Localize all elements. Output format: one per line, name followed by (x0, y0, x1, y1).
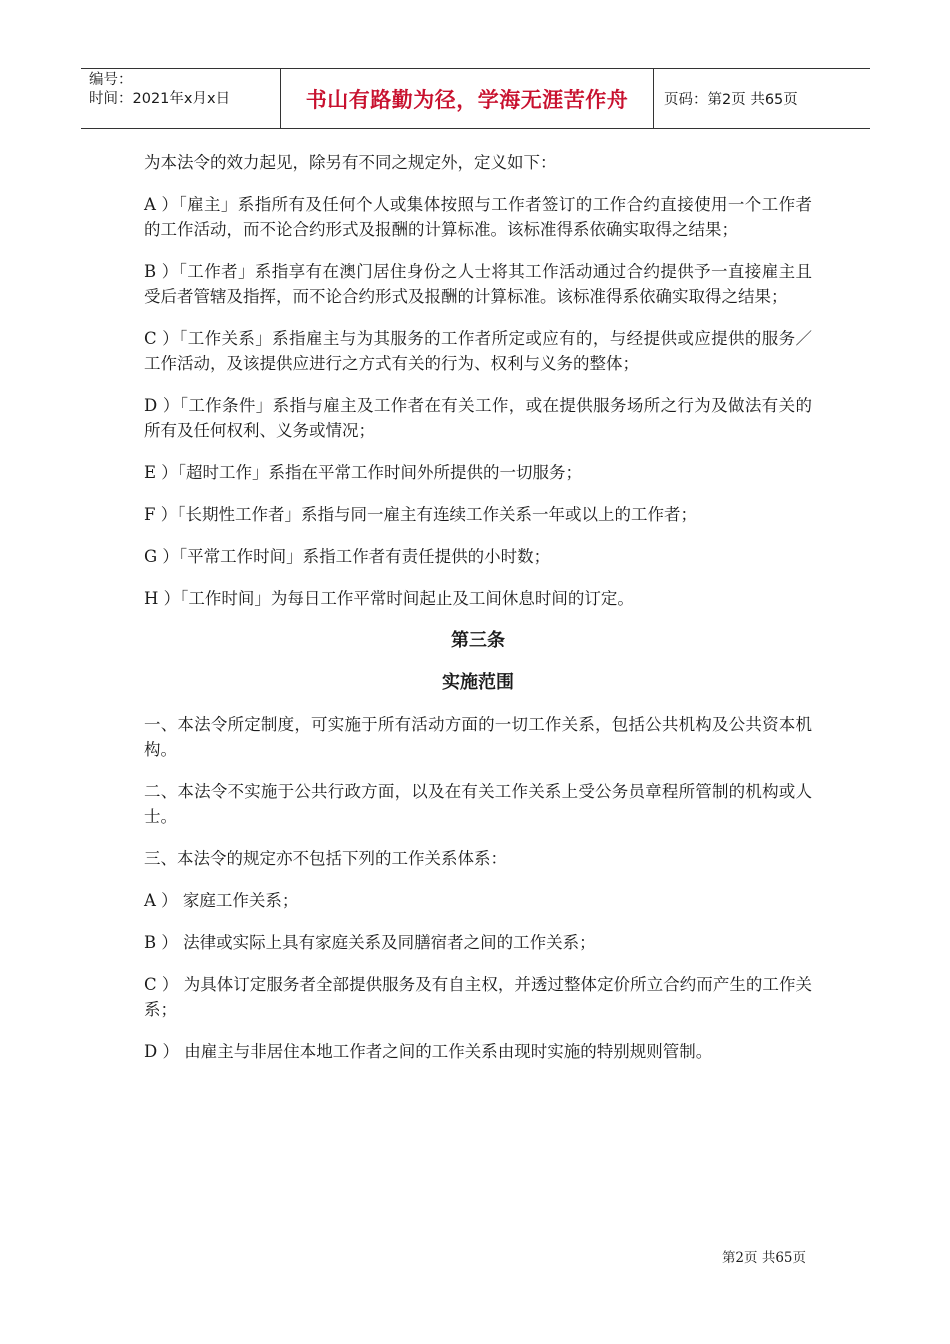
clause-1: 一、本法令所定制度，可实施于所有活动方面的一切工作关系，包括公共机构及公共资本机构。 (144, 715, 812, 759)
header-motto: 书山有路勤为径，学海无涯苦作舟 (281, 69, 654, 128)
header-meta (81, 69, 281, 128)
definition-b: B ）「工作者」系指享有在澳门居住身份之人士将其工作活动通过合约提供予一直接雇主且受后者管辖及指挥，而不论合约形式及报酬的计算标准。该标准得系依确实取得之结果； (144, 262, 812, 306)
number-label: 编号： (89, 72, 133, 88)
definition-c: C ）「工作关系」系指雇主与为其服务的工作者所定或应有的，与经提供或应提供的服务／工作活动，及该提供应进行之方式有关的行为、权利与义务的整体； (144, 329, 812, 373)
intro-paragraph: 为本法令的效力起见，除另有不同之规定外，定义如下： (144, 153, 557, 172)
page-footer: 第2页 共65页 (721, 1250, 806, 1266)
exclusion-b: B ） 法律或实际上具有家庭关系及同膳宿者之间的工作关系； (144, 933, 596, 952)
time-label: 时间：2021年x月x日 (89, 91, 231, 107)
definition-a: A ）「雇主」系指所有及任何个人或集体按照与工作者签订的工作合约直接使用一个工作者的工作活动，而不论合约形式及报酬的计算标准。该标准得系依确实取得之结果； (144, 195, 812, 239)
page-header (81, 68, 870, 129)
definition-f: F ）「长期性工作者」系指与同一雇主有连续工作关系一年或以上的工作者； (144, 505, 697, 524)
clause-2: 二、本法令不实施于公共行政方面，以及在有关工作关系上受公务员章程所管制的机构或人士。 (144, 782, 812, 826)
exclusion-c: C ） 为具体订定服务者全部提供服务及有自主权，并透过整体定价所立合约而产生的工作关系； (144, 975, 812, 1019)
document-body (144, 150, 812, 1081)
definition-h: H ）「工作时间」为每日工作平常时间起止及工间休息时间的订定。 (144, 589, 634, 608)
header-page-info: 页码：第2页 共65页 (664, 92, 798, 108)
article-title: 第三条 (451, 630, 505, 651)
clause-3: 三、本法令的规定亦不包括下列的工作关系体系： (144, 849, 507, 868)
definition-d: D ）「工作条件」系指与雇主及工作者在有关工作，或在提供服务场所之行为及做法有关的所有及任何权利、义务或情况； (144, 396, 812, 440)
exclusion-d: D ） 由雇主与非居住本地工作者之间的工作关系由现时实施的特别规则管制。 (144, 1042, 713, 1061)
article-subtitle: 实施范围 (442, 672, 514, 693)
definition-g: G ）「平常工作时间」系指工作者有责任提供的小时数； (144, 547, 551, 566)
exclusion-a: A ） 家庭工作关系； (144, 891, 299, 910)
definition-e: E ）「超时工作」系指在平常工作时间外所提供的一切服务； (144, 463, 583, 482)
